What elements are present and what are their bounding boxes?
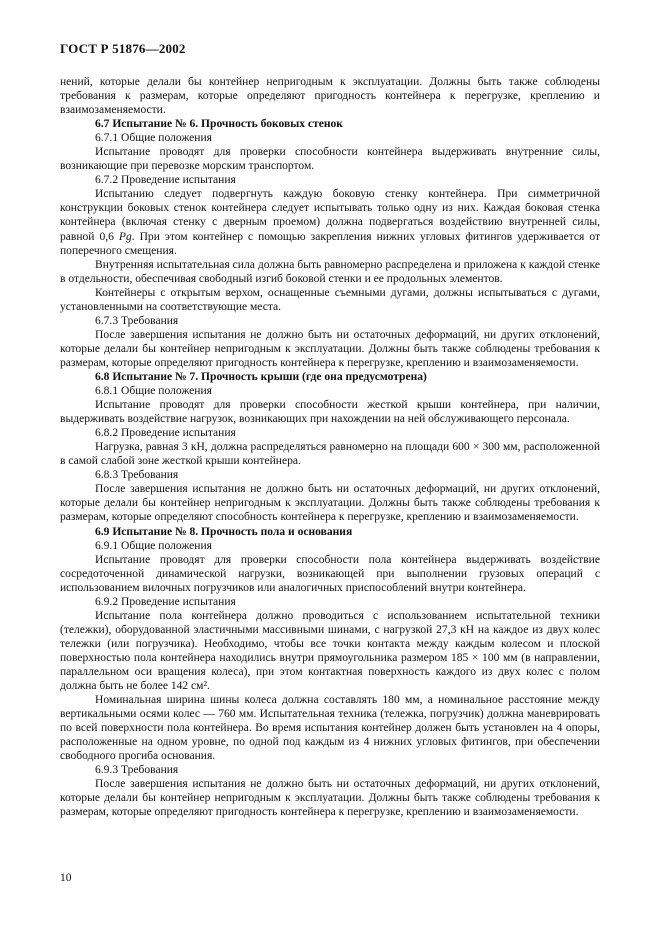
subsection-6-7-2: 6.7.2 Проведение испытания xyxy=(95,174,236,187)
subsection-6-8-3: 6.8.3 Требования xyxy=(95,469,179,482)
paragraph: Внутренняя испытательная сила должна быть равномерно распределена и приложена к каждой стенке в отдельности, обеспечивая свободный изгиб боковой стенки и ее продольных элементов. xyxy=(60,258,600,285)
paragraph-text: Испытанию следует подвергнуть каждую боковую стенку контейнера. При симметричной конструкции боковых стенок контейнера следует испытывать только одну из них. Каждая боковая стенка контейнера (включая стенку с дверным проемом) должна подвергаться воздействию внутренней силы, равной 0,6 xyxy=(60,188,600,243)
paragraph: Испытание проводят для проверки способности контейнера выдерживать внутренние силы, возникающие при перевозке морским транспортом. xyxy=(60,146,600,173)
section-heading-6-7 xyxy=(60,117,600,131)
paragraph: Контейнеры с открытым верхом, оснащенные съемными дугами, должны испытываться с дугами, установленными на соответствующие места. xyxy=(60,286,600,313)
subsection-6-7-1: 6.7.1 Общие положения xyxy=(95,132,212,145)
document-body xyxy=(60,75,600,819)
heading-text: 6.8 Испытание № 7. Прочность крыши (где она предусмотрена) xyxy=(95,370,427,383)
heading-text: 6.9 Испытание № 8. Прочность пола и основания xyxy=(95,525,353,538)
paragraph: Номинальная ширина шины колеса должна составлять 180 мм, а номинальное расстояние между вертикальными осями колес — 760 мм. Испытательная техника (тележка, погрузчик) должна маневрировать по всей поверхности пола контейнера. Во время испытания контейнер должен быть установлен на 4 опоры, расположенные на одном уровне, по одной под каждым из 4 нижних угловых фитингов, при обеспечении свободного прогиба основания. xyxy=(60,694,600,763)
subsection-6-9-3: 6.9.3 Требования xyxy=(95,764,179,777)
section-heading-6-9 xyxy=(60,525,600,539)
subsection-6-8-2: 6.8.2 Проведение испытания xyxy=(95,427,236,440)
paragraph: Испытание пола контейнера должно проводиться с использованием испытательной техники (тележки), оборудованной эластичными массивными шинами, с нагрузкой 27,3 кН на каждое из двух колес тележки (или погрузчика). Необходимо, чтобы все точки контакта между каждым колесом и плоской поверхностью пола контейнера находились внутри прямоугольника размером 185 × 100 мм (в направлении, параллельном оси вращения колеса), при этом контактная поверхность каждого из двух колес с полом должна быть не более 142 см². xyxy=(60,609,600,693)
subsection-6-7-3: 6.7.3 Требования xyxy=(95,314,179,327)
subsection-6-9-2: 6.9.2 Проведение испытания xyxy=(95,595,236,608)
formula-symbol: Pg xyxy=(118,230,132,243)
paragraph: Нагрузка, равная 3 кН, должна распределяться равномерно на площади 600 × 300 мм, расположенной в самой слабой зоне жесткой крыши контейнера. xyxy=(60,441,600,468)
paragraph xyxy=(60,187,600,257)
page-number: 10 xyxy=(60,872,72,884)
page-header-title: ГОСТ Р 51876—2002 xyxy=(60,41,186,56)
paragraph: После завершения испытания не должно быть ни остаточных деформаций, ни других отклонений, которые делали бы контейнер непригодным к эксплуатации. Должны быть также соблюдены требования к размерам, которые определяют способность контейнера к перегрузке, креплению и взаимозаменяемости. xyxy=(60,483,600,524)
paragraph: Испытание проводят для проверки способности жесткой крыши контейнера, при наличии, выдерживать воздействие нагрузок, возникающих при нахождении на ней обслуживающего персонала. xyxy=(60,399,600,426)
paragraph-text: . При этом контейнер с помощью закрепления нижних угловых фитингов удерживается от поперечного смещения. xyxy=(60,230,600,257)
subsection-6-8-1: 6.8.1 Общие положения xyxy=(95,385,212,398)
paragraph-continuation: нений, которые делали бы контейнер непригодным к эксплуатации. Должны быть также соблюдены требования к размерам, которые определяют пригодность контейнера к перегрузке, креплению и взаимозаменяемости. xyxy=(60,76,600,117)
paragraph: Испытание проводят для проверки способности пола контейнера выдерживать воздействие сосредоточенной динамической нагрузки, возникающей при выполнении грузовых операций с использованием вилочных погрузчиков или аналогичных приспособлений внутри контейнера. xyxy=(60,553,600,594)
heading-text: 6.7 Испытание № 6. Прочность боковых стенок xyxy=(95,118,343,131)
paragraph: После завершения испытания не должно быть ни остаточных деформаций, ни других отклонений, которые делали бы контейнер непригодным к эксплуатации. Должны быть также соблюдены требования к размерам, которые определяют пригодность контейнера к перегрузке, креплению и взаимозаменяемости. xyxy=(60,778,600,819)
section-heading-6-8 xyxy=(60,370,600,384)
subsection-6-9-1: 6.9.1 Общие положения xyxy=(95,539,212,552)
paragraph: После завершения испытания не должно быть ни остаточных деформаций, ни других отклонений, которые делали бы контейнер непригодным к эксплуатации. Должны быть также соблюдены требования к размерам, которые определяют пригодность контейнера к перегрузке, креплению и взаимозаменяемости. xyxy=(60,328,600,369)
